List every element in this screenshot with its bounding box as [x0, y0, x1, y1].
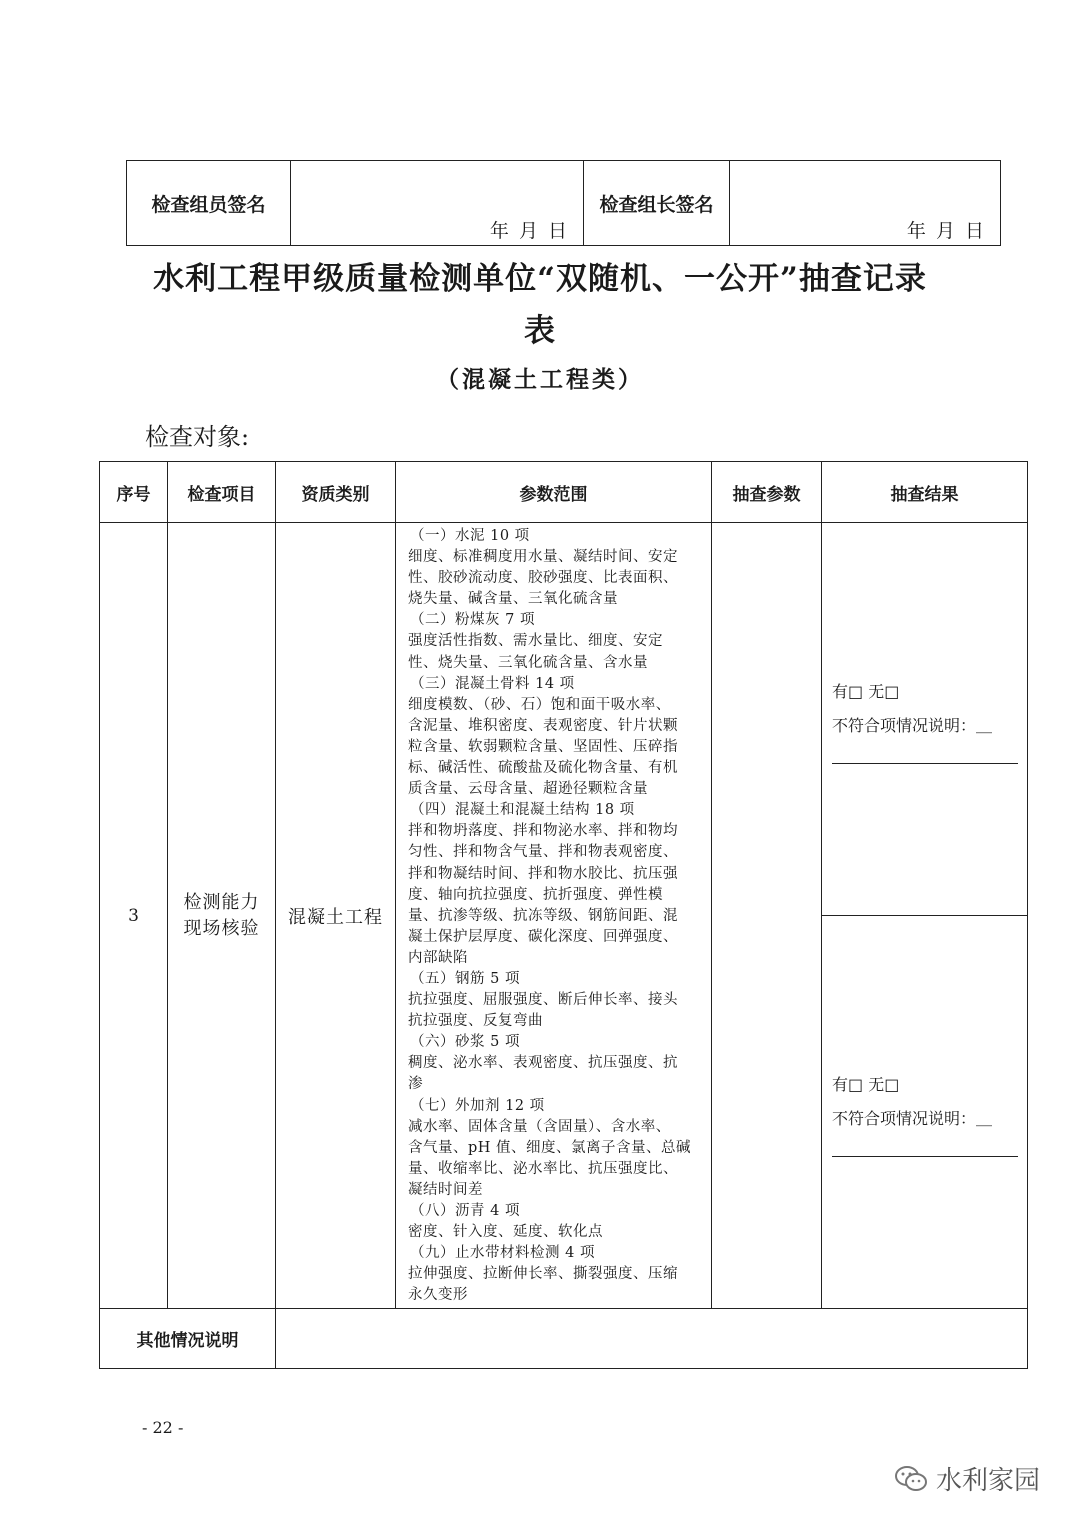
header-index: 序号 [100, 462, 168, 523]
param-line: 含气量、pH 值、细度、氯离子含量、总碱 [408, 1139, 692, 1156]
param-line: 内部缺陷 [408, 949, 468, 966]
header-category: 资质类别 [276, 462, 396, 523]
param-line: （七）外加剂 12 项 [410, 1097, 545, 1114]
leader-signature-label: 检查组长签名 [584, 161, 730, 246]
param-line: 度、轴向抗拉强度、抗折强度、弹性模 [408, 886, 663, 903]
param-line: （一）水泥 10 项 [410, 528, 530, 544]
header-param-range: 参数范围 [396, 462, 712, 523]
param-line: 质含量、云母含量、超逊径颗粒含量 [408, 781, 648, 798]
result-cell-1 [822, 523, 1028, 916]
param-line: 密度、针入度、延度、软化点 [408, 1224, 603, 1241]
inspection-table [99, 461, 1028, 1369]
param-line: 拌和物凝结时间、拌和物水胶比、抗压强 [408, 865, 678, 882]
watermark-text: 水利家园 [935, 1466, 1040, 1496]
param-line: 性、烧失量、三氧化硫含量、含水量 [408, 654, 648, 671]
table-row [100, 523, 1028, 916]
param-line: 细度、标准稠度用水量、凝结时间、安定 [408, 549, 678, 566]
result-2-yes-no: 有□ 无□ [832, 1074, 900, 1094]
leader-signature-date: 年 月 日 [906, 220, 986, 242]
param-line: （六）砂浆 5 项 [410, 1034, 520, 1051]
document-title-line2: 表 [524, 313, 556, 349]
check-item-line2: 现场核验 [183, 917, 260, 939]
param-line: 量、抗渗等级、抗冻等级、钢筋间距、混 [408, 907, 678, 924]
result-1-note: 不符合项情况说明：＿ [832, 715, 993, 735]
param-line: （八）沥青 4 项 [410, 1203, 520, 1219]
other-notes-label: 其他情况说明 [100, 1309, 276, 1369]
param-range-list [408, 526, 703, 1306]
param-line: 永久变形 [408, 1287, 468, 1304]
param-line: 稠度、泌水率、表观密度、抗压强度、抗 [408, 1055, 678, 1072]
member-signature-label: 检查组员签名 [127, 161, 291, 246]
param-line: （五）钢筋 5 项 [410, 970, 520, 987]
param-line: 含泥量、堆积密度、表观密度、针片状颗 [408, 717, 678, 734]
signature-table [126, 160, 1001, 246]
param-line: 粒含量、软弱颗粒含量、坚固性、压碎指 [408, 738, 678, 755]
param-line: 抗拉强度、屈服强度、断后伸长率、接头 [408, 992, 678, 1009]
param-line: （三）混凝土骨料 14 项 [410, 675, 575, 692]
param-line: 标、碱活性、硫酸盐及硫化物含量、有机 [408, 760, 678, 777]
param-line: 凝土保护层厚度、碳化深度、回弹强度、 [408, 928, 678, 945]
param-line: 渗 [408, 1076, 423, 1093]
param-line: （四）混凝土和混凝土结构 18 项 [410, 802, 635, 819]
row-check-item [168, 523, 276, 1309]
param-line: 量、收缩率比、泌水率比、抗压强度比、 [408, 1160, 678, 1177]
result-2-blank-line [832, 1136, 1018, 1157]
result-2-note: 不符合项情况说明：＿ [832, 1108, 993, 1128]
page-number: - 22 - [142, 1418, 184, 1437]
param-line: 拉伸强度、拉断伸长率、撕裂强度、压缩 [408, 1266, 678, 1283]
param-line: 拌和物坍落度、拌和物泌水率、拌和物均 [408, 823, 678, 840]
header-sample-result: 抽查结果 [822, 462, 1028, 523]
watermark [894, 1460, 1040, 1497]
param-line: 匀性、拌和物含气量、拌和物表观密度、 [408, 844, 678, 861]
param-line: 强度活性指数、需水量比、细度、安定 [408, 633, 663, 650]
header-check-item: 检查项目 [168, 462, 276, 523]
result-1-yes-no: 有□ 无□ [832, 681, 900, 701]
member-signature-date: 年 月 日 [489, 220, 569, 242]
leader-signature-cell [730, 161, 1001, 246]
param-line: 细度模数、（砂、石）饱和面干吸水率、 [408, 696, 671, 713]
param-line: （九）止水带材料检测 4 项 [410, 1245, 595, 1262]
result-1-blank-line [832, 743, 1018, 764]
inspection-target-label: 检查对象: [145, 423, 250, 451]
document-subtitle: （混凝土工程类） [436, 367, 644, 393]
param-line: 性、胶砂流动度、胶砂强度、比表面积、 [408, 570, 678, 587]
result-cell-2 [822, 916, 1028, 1309]
param-line: 烧失量、碱含量、三氧化硫含量 [408, 591, 618, 608]
table-header-row [100, 462, 1028, 523]
param-line: 减水率、固体含量（含固量）、含水率、 [408, 1118, 671, 1135]
row-sampled-params [712, 523, 822, 1309]
header-sampled-params: 抽查参数 [712, 462, 822, 523]
row-category: 混凝土工程 [276, 523, 396, 1309]
param-line: 凝结时间差 [408, 1181, 483, 1198]
document-title-line1: 水利工程甲级质量检测单位“双随机、一公开”抽查记录 [153, 261, 927, 297]
row-index: 3 [100, 523, 168, 1309]
row-param-range [396, 523, 712, 1309]
member-signature-cell [291, 161, 584, 246]
other-notes-row [100, 1309, 1028, 1369]
check-item-line1: 检测能力 [183, 891, 260, 913]
other-notes-cell [276, 1309, 1028, 1369]
param-line: 抗拉强度、反复弯曲 [408, 1013, 543, 1030]
wechat-icon [894, 1465, 928, 1493]
param-line: （二）粉煤灰 7 项 [410, 612, 535, 629]
